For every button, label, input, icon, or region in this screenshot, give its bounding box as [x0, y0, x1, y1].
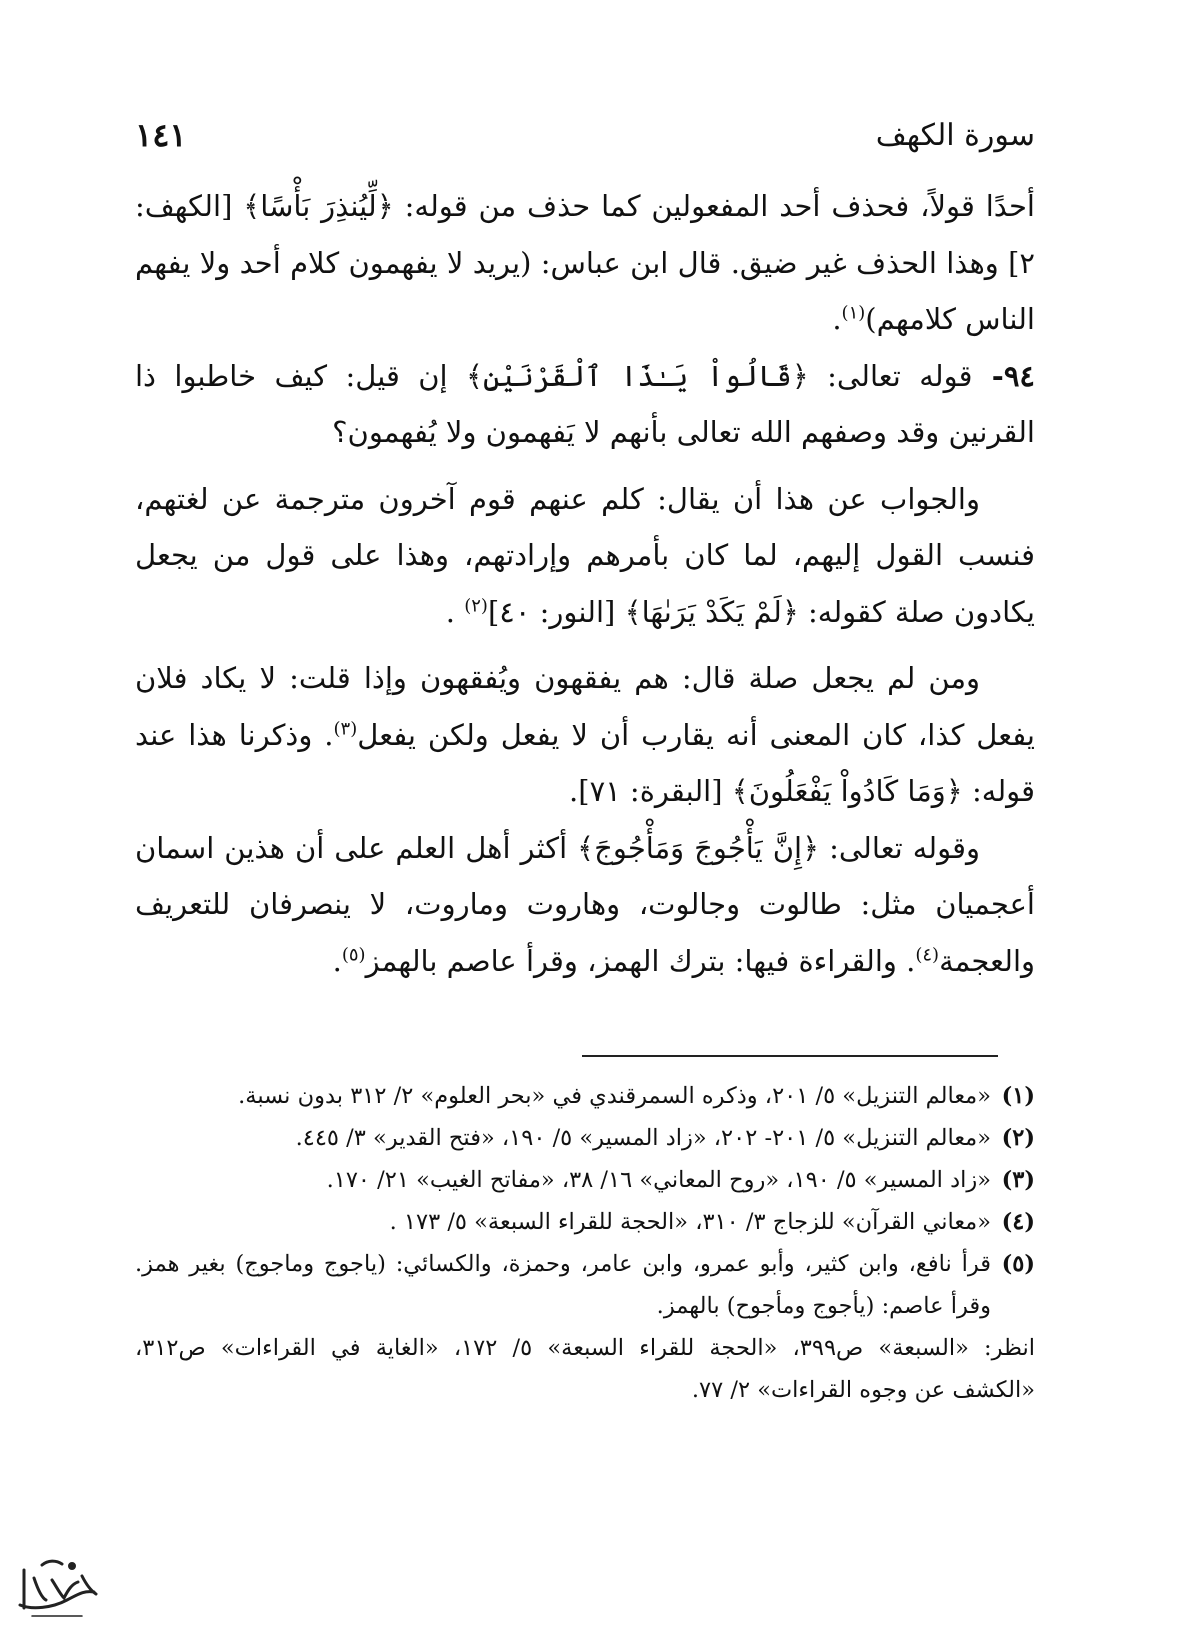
quran-quote: ﴿وَمَا كَادُواْ يَفْعَلُونَ﴾: [731, 774, 963, 808]
footnote-text-continued: انظر: «السبعة» ص٣٩٩، «الحجة للقراء السبعة» ٥/ ١٧٢، «الغاية في القراءات» ص٣١٢، «الكشف عن وجوه القراءات» ٢/ ٧٧.: [135, 1335, 1035, 1403]
text-span: .: [445, 594, 465, 629]
quran-quote: ﴿قَالُواْ يَـٰذَا ٱلْقَرْنَيْنِ﴾: [466, 358, 809, 393]
footnote-text: «معاني القرآن» للزجاج ٣/ ٣١٠، «الحجة للقراء السبعة» ٥/ ١٧٣ .: [389, 1209, 991, 1235]
quran-quote: ﴿لَمْ يَكَدْ يَرَىٰهَا﴾: [624, 594, 799, 629]
text-span: وقوله تعالى:: [819, 830, 980, 865]
text-span: أكثر أهل العلم على أن هذين اسمان أعجميان مثل: طالوت وجالوت، وهاروت وماروت، لا ينصرفان للتعريف والعجمة: [135, 830, 1035, 978]
text-span: . وذكرنا هذا عند قوله:: [135, 717, 1035, 808]
text-span: .: [332, 943, 342, 978]
main-text: [135, 178, 1035, 989]
logo-strokes: [20, 1561, 96, 1616]
footnote-ref: (٢): [464, 594, 488, 616]
footnote-text: «معالم التنزيل» ٥/ ٢٠١، وذكره السمرقندي في «بحر العلوم» ٢/ ٣١٢ بدون نسبة.: [238, 1083, 991, 1109]
text-span: إن قيل: كيف خاطبوا ذا القرنين وقد وصفهم الله تعالى بأنهم لا يَفهمون ولا يُفهمون؟: [135, 358, 1035, 449]
footnote-divider: [582, 1055, 998, 1057]
quran-quote: ﴿لِّيُنذِرَ بَأْسًا﴾: [243, 189, 394, 223]
text-span: أحدًا قولاً، فحذف أحد المفعولين كما حذف من قوله:: [393, 189, 1035, 223]
verse-number: ٩٤-: [972, 358, 1035, 393]
surah-title: سورة الكهف: [875, 117, 1035, 153]
footnote: [135, 1075, 1035, 1117]
footnote-number: (٥): [1001, 1251, 1035, 1277]
paragraph-1: [135, 178, 1035, 348]
footnote: [135, 1243, 1035, 1411]
footnote: [135, 1117, 1035, 1159]
footnote-text: «زاد المسير» ٥/ ١٩٠، «روح المعاني» ١٦/ ٣٨، «مفاتح الغيب» ٢١/ ١٧٠.: [326, 1167, 991, 1193]
footnote-ref: (٥): [341, 943, 366, 965]
footnote-number: (٢): [1001, 1125, 1035, 1151]
footnote-number: (١): [1001, 1083, 1035, 1109]
text-span: . والقراءة فيها: بترك الهمز، وقرأ عاصم بالهمز: [365, 943, 916, 978]
text-span: [البقرة: ٧١].: [569, 774, 732, 808]
footnote-number: (٣): [1001, 1167, 1035, 1193]
paragraph-4: [135, 650, 1035, 820]
footnote-ref: (١): [841, 302, 866, 324]
footnote-text: «معالم التنزيل» ٥/ ٢٠١- ٢٠٢، «زاد المسير» ٥/ ١٩٠، «فتح القدير» ٣/ ٤٤٥.: [295, 1125, 991, 1151]
text-span: والجواب عن هذا أن يقال: كلم عنهم قوم آخرون مترجمة عن لغتهم، فنسب القول إليهم، لما كان بأمرهم وإرادتهم، وهذا على قول من يجعل يكادون صلة كقوله:: [135, 481, 1035, 629]
paragraph-2: [135, 348, 1035, 461]
calligraphy-logo-icon: [12, 1550, 102, 1625]
footnote: [135, 1201, 1035, 1243]
footnote-ref: (٣): [333, 717, 358, 739]
quran-quote: ﴿إِنَّ يَأْجُوجَ وَمَأْجُوجَ﴾: [577, 830, 820, 865]
text-span: قوله تعالى:: [808, 358, 973, 393]
text-span: [الكهف: ٢] وهذا الحذف غير ضيق. قال ابن عباس: (يريد لا يفهمون كلام أحد ولا يفهم الناس كلامهم): [135, 189, 1035, 336]
paragraph-3: [135, 471, 1035, 641]
footnote-ref: (٤): [915, 943, 940, 965]
footnote: [135, 1159, 1035, 1201]
text-span: [النور: ٤٠]: [487, 594, 625, 629]
footnote-number: (٤): [1001, 1209, 1035, 1235]
footnotes: [135, 1075, 1035, 1411]
footnote-text: قرأ نافع، وابن كثير، وأبو عمرو، وابن عامر، وحمزة، والكسائي: (ياجوج وماجوج) بغير همز. وقرأ عاصم: (يأجوج ومأجوح) بالهمز.: [135, 1251, 991, 1319]
page-header: [135, 110, 1035, 160]
paragraph-5: [135, 820, 1035, 990]
text-span: ومن لم يجعل صلة قال: هم يفقهون ويُفقهون وإذا قلت: لا يكاد فلان يفعل كذا، كان المعنى أنه يقارب أن لا يفعل ولكن يفعل: [135, 661, 1036, 752]
text-span: .: [832, 302, 842, 336]
page-number: ١٤١: [135, 116, 187, 154]
